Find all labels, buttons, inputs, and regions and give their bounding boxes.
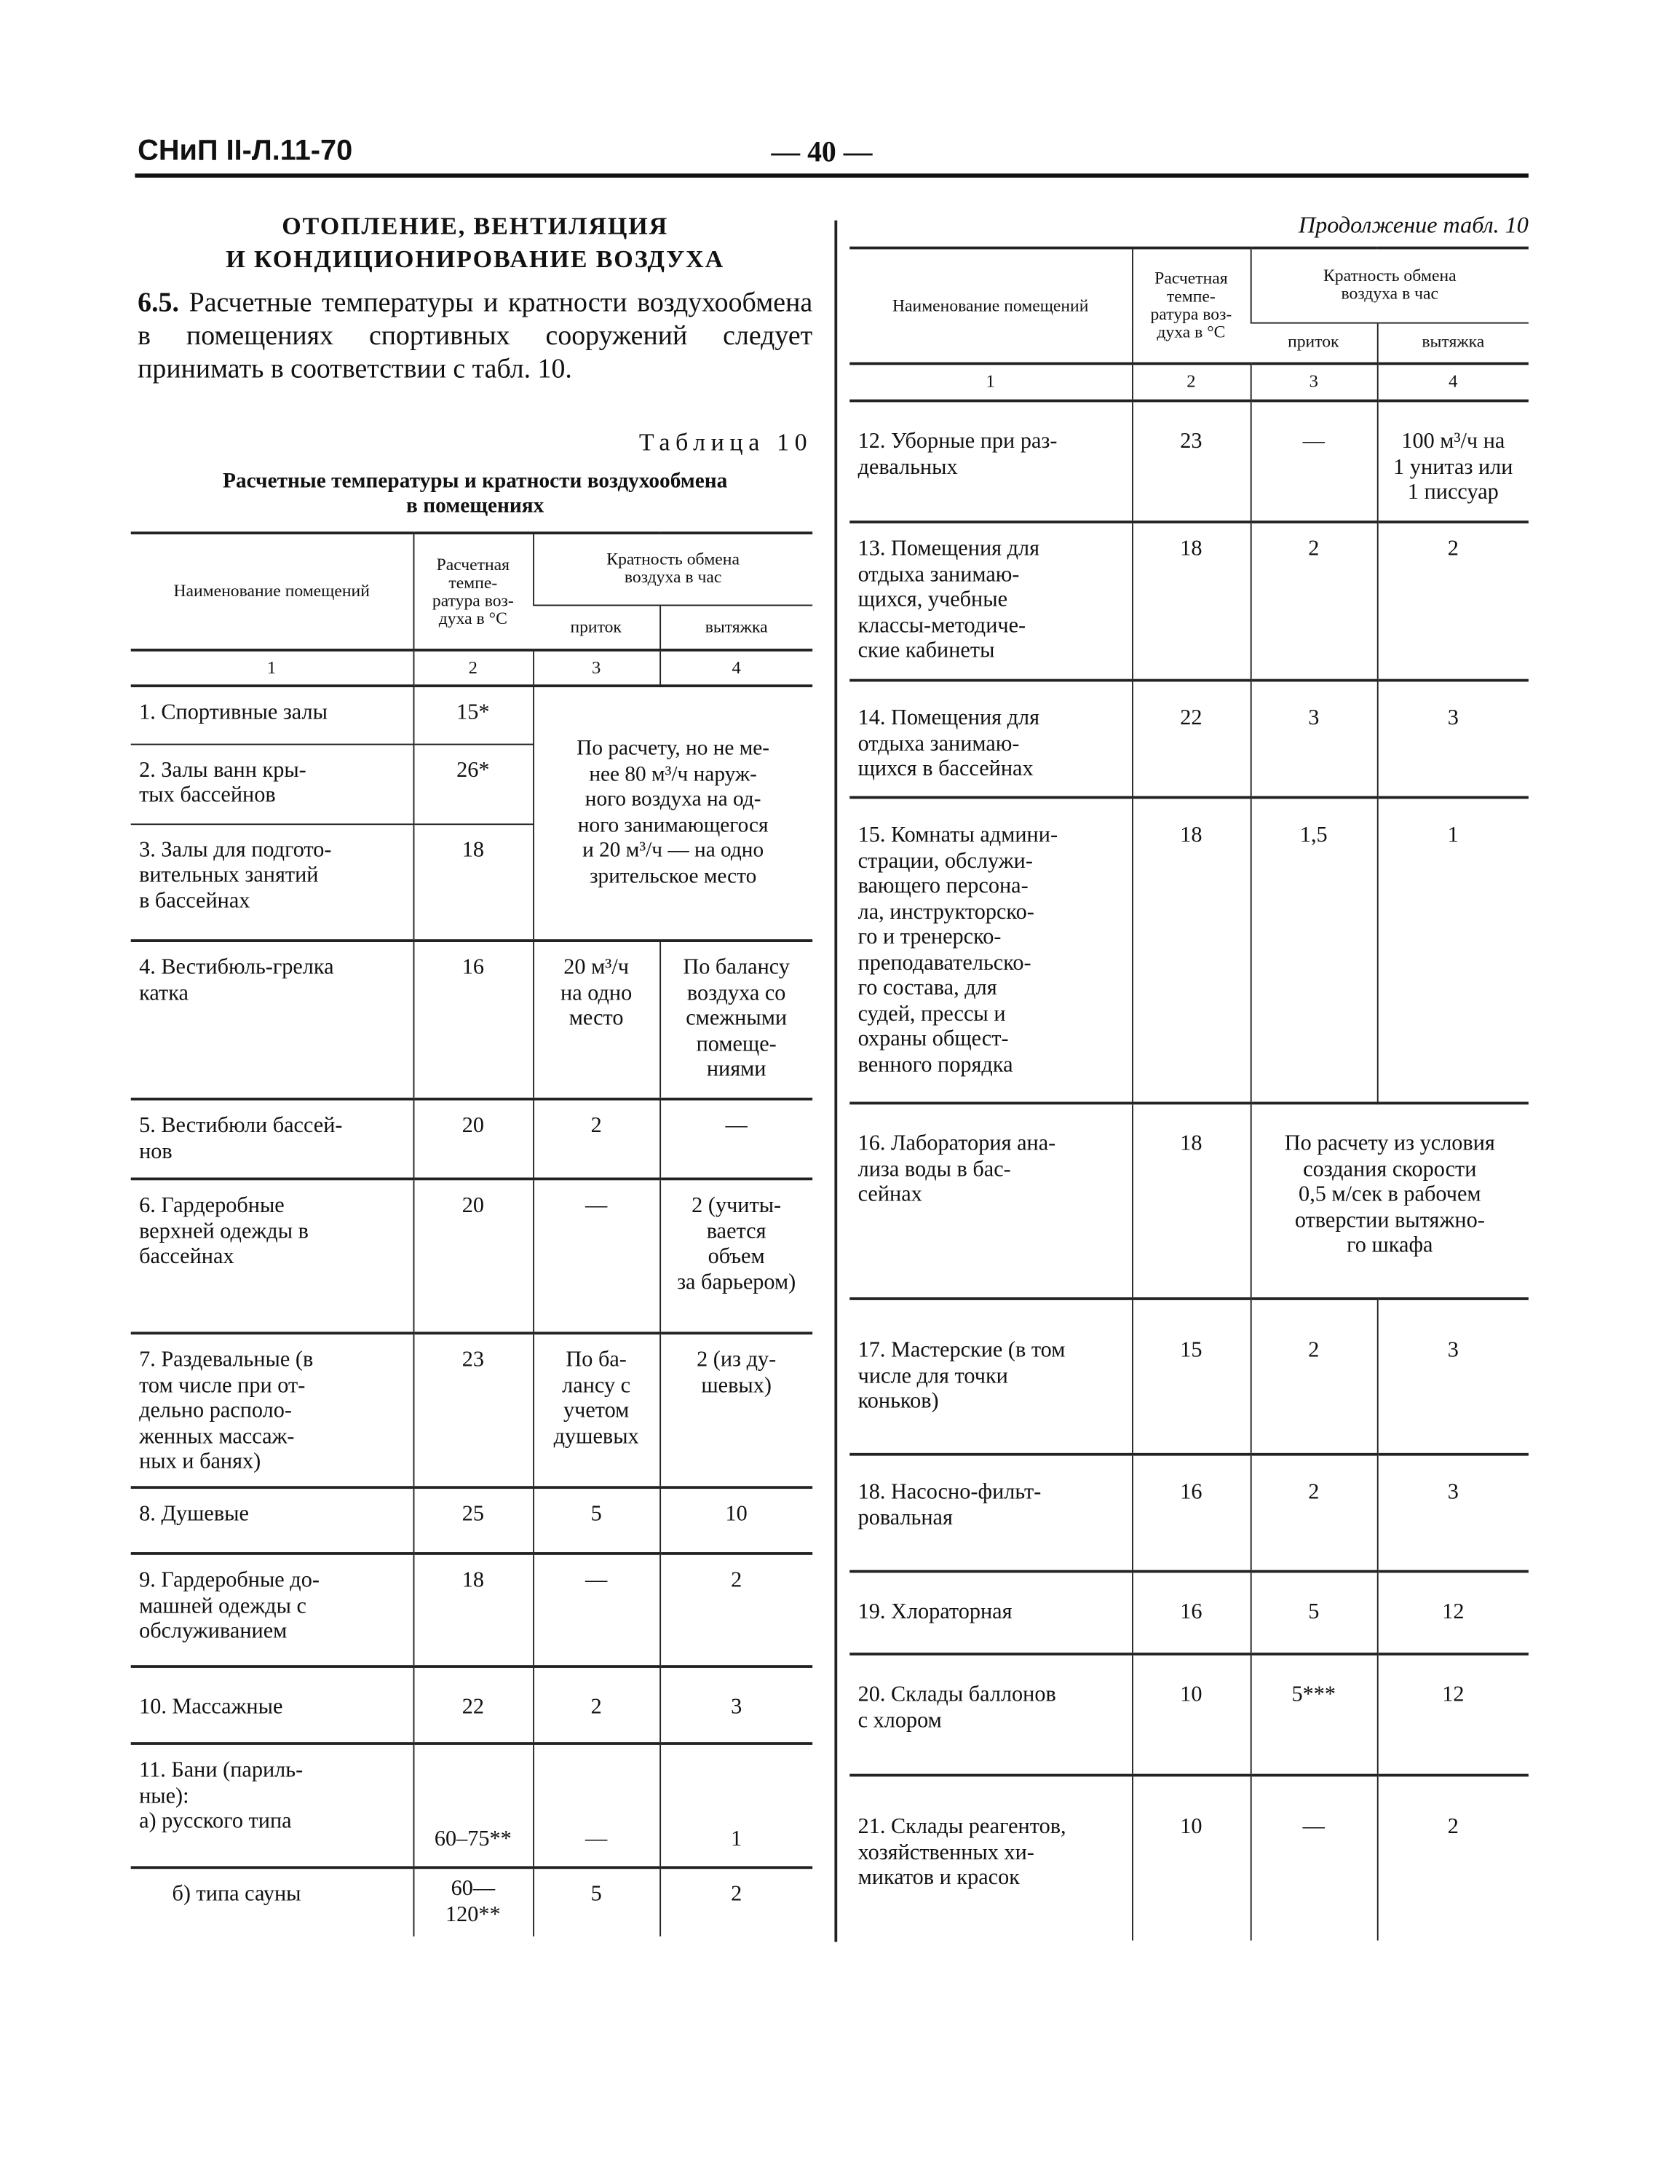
col-header-supply: приток xyxy=(1251,323,1377,364)
col-num: 2 xyxy=(413,650,534,686)
room-name: 17. Мастерские (в том числе для точки коньков) xyxy=(849,1299,1132,1455)
room-name: 18. Насосно-фильт- ровальная xyxy=(849,1455,1132,1572)
exhaust: 3 xyxy=(1377,1455,1529,1572)
temp: 16 xyxy=(1132,1572,1251,1655)
temp: 20 xyxy=(413,1179,534,1333)
room-name: 12. Уборные при раз- девальных xyxy=(849,401,1132,522)
merged-exchange-note: По расчету, но не ме- нее 80 м³/ч наруж- ного воздуха на од- ного занимающегося и 20 м³/ч — на одно зрительское место xyxy=(533,686,812,941)
temp: 20 xyxy=(413,1099,534,1179)
temp: 25 xyxy=(413,1487,534,1554)
temp: 22 xyxy=(413,1666,534,1744)
supply: 2 xyxy=(533,1099,659,1179)
temp: 10 xyxy=(1132,1776,1251,1941)
temp: 26* xyxy=(413,744,534,824)
room-name: 3. Залы для подгото- вительных занятий в бассейнах xyxy=(131,823,413,941)
table-row xyxy=(849,1299,1529,1455)
room-name: 21. Склады реагентов, хозяйственных хи- микатов и красок xyxy=(849,1776,1132,1941)
room-name: 7. Раздевальные (в том числе при от- дельно располо- женных массаж- ных и банях) xyxy=(131,1333,413,1487)
exhaust: 2 xyxy=(1377,522,1529,681)
supply: 2 xyxy=(1251,1455,1377,1572)
supply: — xyxy=(1251,401,1377,522)
col-header-supply: приток xyxy=(533,605,659,650)
exhaust: 3 xyxy=(1377,681,1529,798)
table-row xyxy=(849,681,1529,798)
paragraph-number: 6.5. xyxy=(138,288,179,319)
exhaust: 1 xyxy=(659,1744,812,1867)
room-name: 5. Вестибюли бассей- нов xyxy=(131,1099,413,1179)
exhaust: 12 xyxy=(1377,1654,1529,1775)
supply: 5 xyxy=(533,1867,659,1936)
supply: — xyxy=(533,1744,659,1867)
table-label: Таблица 10 xyxy=(638,428,813,456)
col-header-name: Наименование помещений xyxy=(131,533,413,650)
room-name: б) типа сауны xyxy=(131,1867,413,1936)
temp: 18 xyxy=(413,823,534,941)
col-header-name: Наименование помещений xyxy=(849,248,1132,364)
supply: 5 xyxy=(1251,1572,1377,1655)
col-header-temp: Расчетная темпе- ратура воз- духа в °С xyxy=(413,533,534,650)
table-row xyxy=(849,1455,1529,1572)
col-num: 4 xyxy=(1377,363,1529,400)
supply: 2 xyxy=(533,1666,659,1744)
room-name: 19. Хлораторная xyxy=(849,1572,1132,1655)
room-name: 20. Склады баллонов с хлором xyxy=(849,1654,1132,1775)
table-title: Расчетные температуры и кратности воздухообмена в помещениях xyxy=(223,470,728,518)
room-name: 1. Спортивные залы xyxy=(131,686,413,743)
table-row xyxy=(849,1103,1529,1299)
temp: 18 xyxy=(1132,797,1251,1103)
room-name: 6. Гардеробные верхней одежды в бассейнах xyxy=(131,1179,413,1333)
temp: 16 xyxy=(1132,1455,1251,1572)
supply: — xyxy=(1251,1776,1377,1941)
room-name: 11. Бани (париль- ные): а) русского типа xyxy=(131,1744,413,1867)
supply: 5 xyxy=(533,1487,659,1554)
col-num: 3 xyxy=(533,650,659,686)
temp: 10 xyxy=(1132,1654,1251,1775)
exhaust: 2 xyxy=(659,1867,812,1936)
supply: По ба- лансу с учетом душевых xyxy=(533,1333,659,1487)
col-num: 1 xyxy=(131,650,413,686)
col-header-exchange: Кратность обмена воздуха в час xyxy=(1251,248,1529,323)
table-row xyxy=(849,1654,1529,1775)
supply: 1,5 xyxy=(1251,797,1377,1103)
room-name: 14. Помещения для отдыха занимаю- щихся в бассейнах xyxy=(849,681,1132,798)
table-row xyxy=(131,941,812,1099)
table-row xyxy=(131,686,812,743)
table-row xyxy=(131,1487,812,1554)
exhaust: 2 xyxy=(1377,1776,1529,1941)
room-name: 4. Вестибюль-грелка катка xyxy=(131,941,413,1099)
table-row xyxy=(131,1554,812,1666)
temp: 60— 120** xyxy=(413,1867,534,1936)
temp: 18 xyxy=(1132,522,1251,681)
table-row xyxy=(131,1744,812,1867)
supply: 2 xyxy=(1251,1299,1377,1455)
exhaust: 10 xyxy=(659,1487,812,1554)
room-name: 16. Лаборатория ана- лиза воды в бас- сейнах xyxy=(849,1103,1132,1299)
table-row xyxy=(131,1867,812,1936)
temp: 23 xyxy=(413,1333,534,1487)
table-row xyxy=(849,1572,1529,1655)
paragraph-text: Расчетные температуры и кратности воздухообмена в помещениях спортивных сооружений следует принимать в соответствии с табл. 10. xyxy=(138,288,813,384)
merged-exchange-note: По расчету из условия создания скорости 0,5 м/сек в рабочем отверстии вытяжно- го шкафа xyxy=(1251,1103,1529,1299)
supply: — xyxy=(533,1179,659,1333)
room-name: 13. Помещения для отдыха занимаю- щихся, учебные классы-методиче- ские кабинеты xyxy=(849,522,1132,681)
supply: 3 xyxy=(1251,681,1377,798)
exhaust: 12 xyxy=(1377,1572,1529,1655)
column-divider xyxy=(834,221,837,1942)
table-row xyxy=(849,401,1529,522)
exhaust: 3 xyxy=(1377,1299,1529,1455)
temp: 23 xyxy=(1132,401,1251,522)
temp: 15 xyxy=(1132,1299,1251,1455)
table-row xyxy=(849,1776,1529,1941)
room-name: 8. Душевые xyxy=(131,1487,413,1554)
table-row xyxy=(131,1099,812,1179)
room-name: 15. Комнаты админи- страции, обслужи- вающего персона- ла, инструкторско- го и тренерско- преподавательско- го состава, для судей, прессы и охраны общест- венного порядка xyxy=(849,797,1132,1103)
temp: 16 xyxy=(413,941,534,1099)
document-code: СНиП II-Л.11-70 xyxy=(138,135,353,167)
col-header-exchange: Кратность обмена воздуха в час xyxy=(533,533,812,604)
paragraph xyxy=(138,286,812,385)
supply: — xyxy=(533,1554,659,1666)
col-header-temp: Расчетная темпе- ратура воз- духа в °С xyxy=(1132,248,1251,364)
col-num: 2 xyxy=(1132,363,1251,400)
table-right xyxy=(849,247,1529,1941)
table-row xyxy=(131,1179,812,1333)
exhaust: 3 xyxy=(659,1666,812,1744)
table-row xyxy=(131,1333,812,1487)
room-name: 10. Массажные xyxy=(131,1666,413,1744)
col-header-exhaust: вытяжка xyxy=(1377,323,1529,364)
exhaust: 2 (учиты- вается объем за барьером) xyxy=(659,1179,812,1333)
header-rule xyxy=(135,173,1529,178)
page-number: — 40 — xyxy=(771,135,873,168)
temp: 18 xyxy=(1132,1103,1251,1299)
exhaust: 2 xyxy=(659,1554,812,1666)
exhaust: 1 xyxy=(1377,797,1529,1103)
col-num: 4 xyxy=(659,650,812,686)
temp: 60–75** xyxy=(413,1744,534,1867)
section-title: ОТОПЛЕНИЕ, ВЕНТИЛЯЦИЯ И КОНДИЦИОНИРОВАНИЕ ВОЗДУХА xyxy=(226,212,725,273)
temp: 22 xyxy=(1132,681,1251,798)
temp: 15* xyxy=(413,686,534,743)
supply: 20 м³/ч на одно место xyxy=(533,941,659,1099)
table-left xyxy=(131,531,812,1936)
temp: 18 xyxy=(413,1554,534,1666)
exhaust: — xyxy=(659,1099,812,1179)
exhaust: По балансу воздуха со смежными помеще- ниями xyxy=(659,941,812,1099)
exhaust: 100 м³/ч на 1 унитаз или 1 писсуар xyxy=(1377,401,1529,522)
table-row xyxy=(131,1666,812,1744)
col-num: 3 xyxy=(1251,363,1377,400)
supply: 5*** xyxy=(1251,1654,1377,1775)
table-row xyxy=(849,797,1529,1103)
continuation-label: Продолжение табл. 10 xyxy=(1298,212,1529,239)
room-name: 2. Залы ванн кры- тых бассейнов xyxy=(131,744,413,824)
supply: 2 xyxy=(1251,522,1377,681)
room-name: 9. Гардеробные до- машней одежды с обслуживанием xyxy=(131,1554,413,1666)
exhaust: 2 (из ду- шевых) xyxy=(659,1333,812,1487)
col-num: 1 xyxy=(849,363,1132,400)
table-row xyxy=(849,522,1529,681)
col-header-exhaust: вытяжка xyxy=(659,605,812,650)
